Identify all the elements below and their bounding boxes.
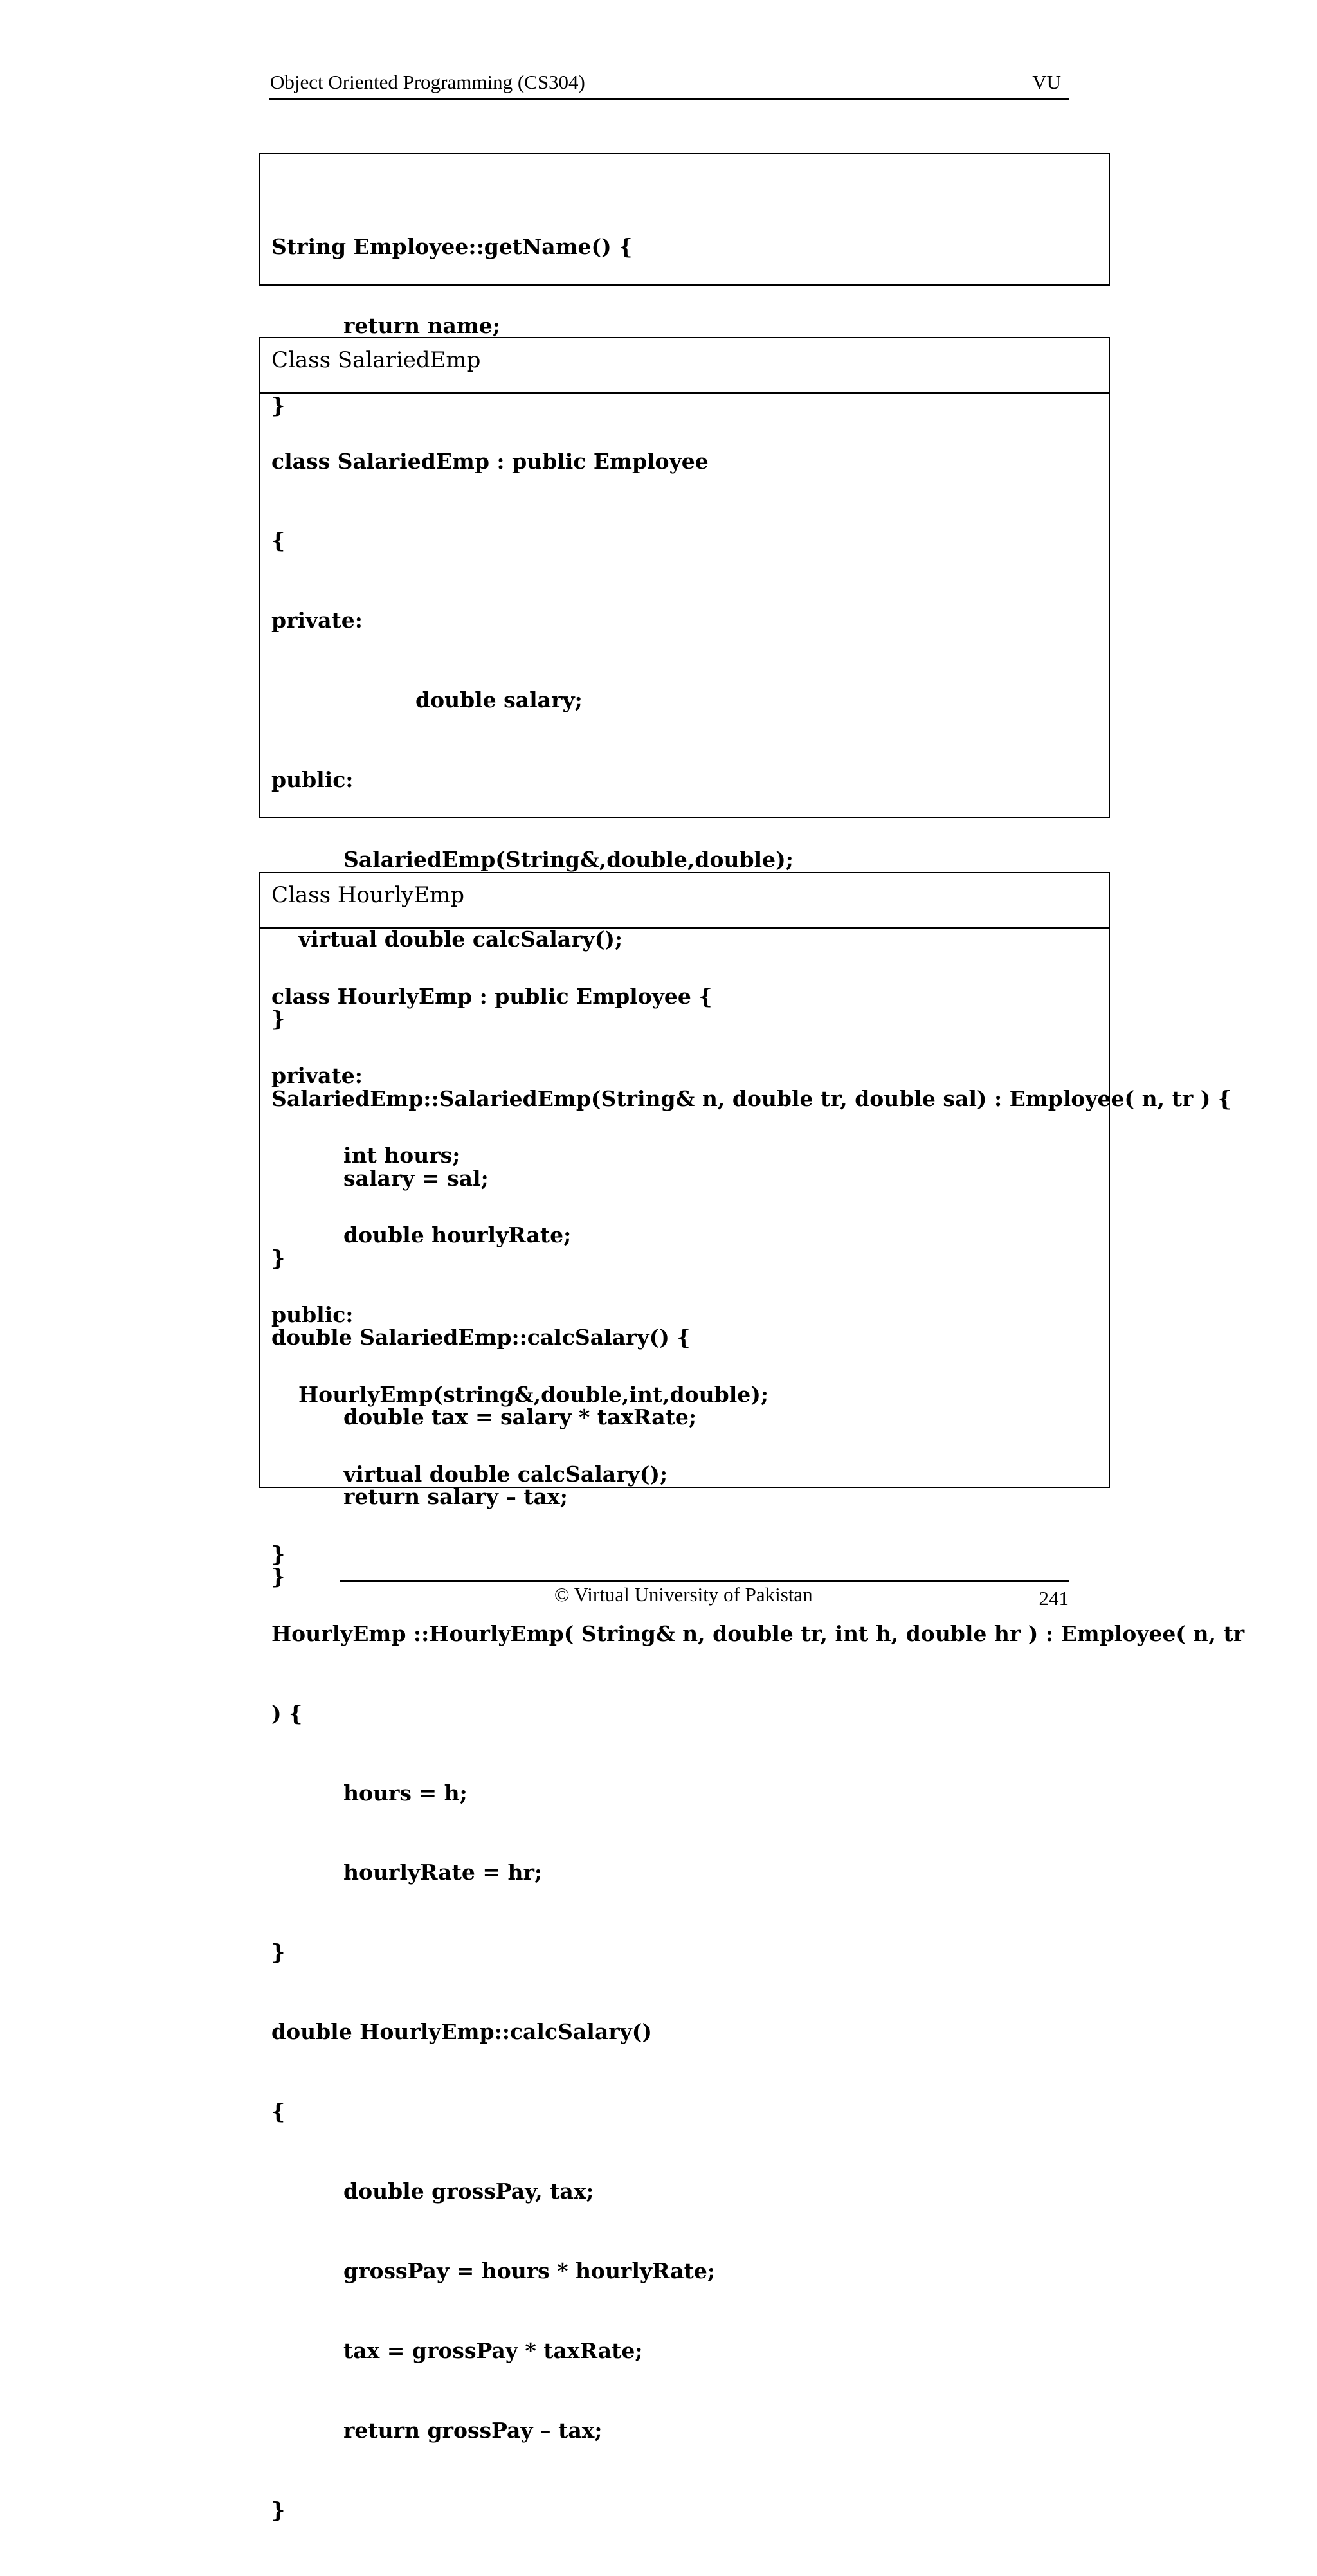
code-line: }: [271, 1939, 286, 1965]
institution-label: VU: [1032, 71, 1061, 93]
code-line: return name;: [343, 313, 500, 339]
code-line: }: [271, 1245, 286, 1271]
footer-divider: [340, 1580, 1069, 1582]
code-line: virtual double calcSalary();: [298, 926, 623, 952]
page-number: 241: [1039, 1587, 1069, 1610]
code-line: double tax = salary * taxRate;: [343, 1404, 697, 1430]
code-line: private:: [271, 608, 363, 633]
code-line: public:: [271, 1302, 354, 1328]
code-line: }: [271, 2497, 286, 2523]
code-line: int hours;: [343, 1143, 460, 1168]
code-line: double HourlyEmp::calcSalary(): [271, 2019, 652, 2045]
code-line: HourlyEmp(string&,double,int,double);: [298, 1382, 769, 1408]
code-line: salary = sal;: [343, 1165, 489, 1191]
code-line: tax = grossPay * taxRate;: [343, 2337, 643, 2363]
code-line: SalariedEmp(String&,double,double);: [343, 847, 794, 873]
code-line: public:: [271, 767, 354, 793]
copyright-notice: © Virtual University of Pakistan: [554, 1583, 813, 1606]
code-line: SalariedEmp::SalariedEmp(String& n, double tr, double sal) : Employee( n, tr ) {: [271, 1085, 1232, 1111]
code-line: hours = h;: [343, 1780, 468, 1806]
code-line: ) {: [271, 1700, 303, 1726]
course-title: Object Oriented Programming (CS304): [270, 71, 585, 93]
code-line: hourlyRate = hr;: [343, 1860, 543, 1885]
code-line: double hourlyRate;: [343, 1222, 572, 1248]
code-line: String Employee::getName() {: [271, 233, 633, 259]
code-line: {: [271, 2099, 286, 2125]
code-line: virtual double calcSalary();: [343, 1461, 668, 1487]
code-line: HourlyEmp ::HourlyEmp( String& n, double tr, int h, double hr ) : Employee( n, tr: [271, 1620, 1245, 1646]
code-line: return grossPay – tax;: [343, 2417, 603, 2443]
code-line: grossPay = hours * hourlyRate;: [343, 2258, 716, 2283]
code-line: }: [271, 393, 286, 419]
class-title: Class SalariedEmp: [260, 338, 1109, 394]
code-line: }: [271, 1541, 286, 1566]
code-line: return salary – tax;: [343, 1484, 568, 1510]
code-line: }: [271, 1006, 286, 1031]
code-line: double grossPay, tax;: [343, 2178, 594, 2204]
code-line: double salary;: [415, 687, 583, 713]
code-line: {: [271, 528, 286, 554]
code-line: }: [271, 1564, 286, 1590]
code-line: private:: [271, 1063, 363, 1089]
code-line: class HourlyEmp : public Employee {: [271, 983, 713, 1009]
code-block: [260, 929, 1245, 2576]
page-header: [269, 68, 1069, 100]
class-title: Class HourlyEmp: [260, 873, 1109, 929]
code-line: class SalariedEmp : public Employee: [271, 448, 709, 474]
code-line: double SalariedEmp::calcSalary() {: [271, 1325, 691, 1350]
